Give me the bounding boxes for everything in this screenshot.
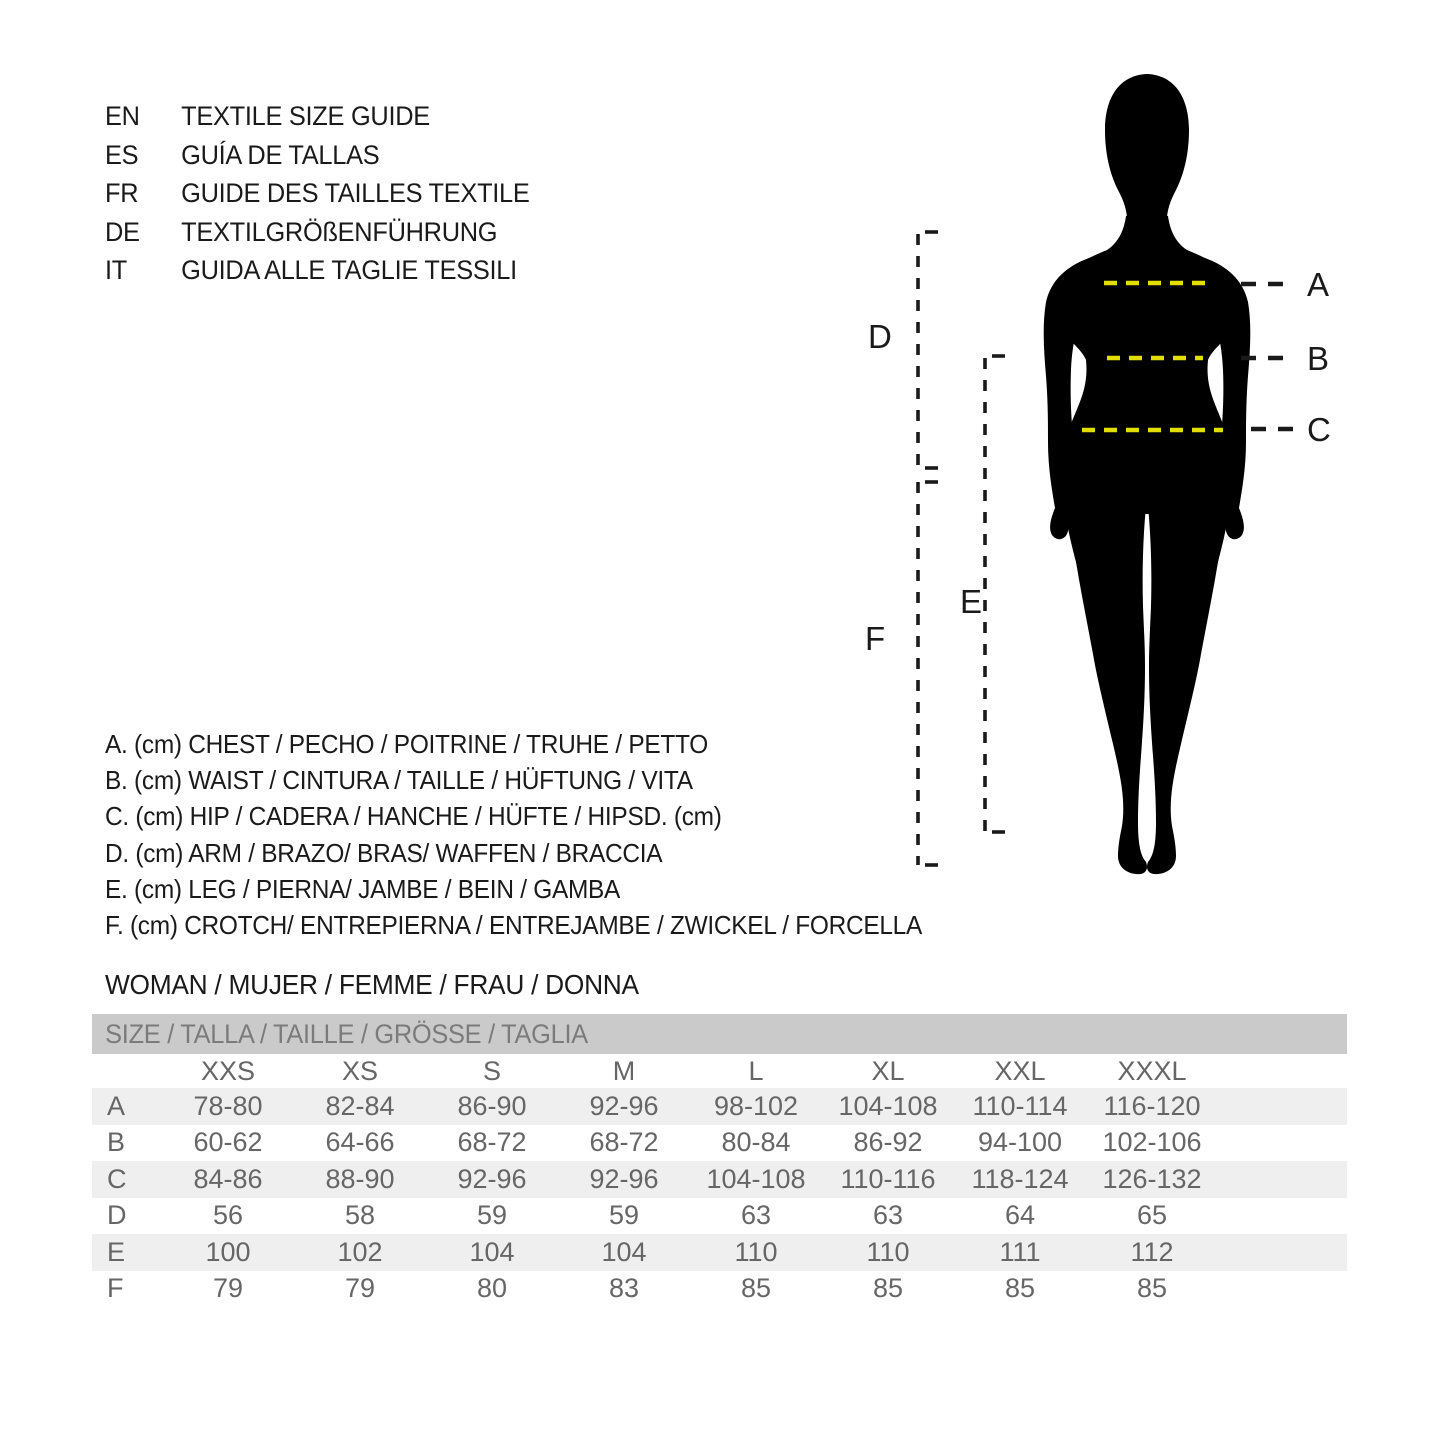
- cell: 116-120: [1103, 1090, 1201, 1121]
- cell: 79: [212, 1273, 244, 1304]
- row-label: F: [107, 1273, 124, 1304]
- cell: 86-90: [457, 1090, 527, 1121]
- cell: 59: [608, 1200, 640, 1231]
- cell: 63: [740, 1200, 772, 1231]
- silhouette-torso: [1052, 216, 1242, 514]
- legend-chest: A. (cm) CHEST / PECHO / POITRINE / TRUHE / PETTO: [105, 729, 708, 759]
- cell: 68-72: [589, 1127, 659, 1158]
- col-xs: XS: [341, 1055, 379, 1086]
- language-code: IT: [105, 255, 128, 285]
- cell: 102: [337, 1236, 383, 1267]
- cell: 110-116: [840, 1163, 936, 1194]
- label-A: A: [1307, 266, 1330, 303]
- language-code: EN: [105, 101, 140, 131]
- cell: 102-106: [1102, 1127, 1202, 1158]
- cell: 84-86: [193, 1163, 263, 1194]
- cell: 104-108: [838, 1090, 938, 1121]
- silhouette-left-leg: [1065, 500, 1147, 874]
- col-xxs: XXS: [200, 1055, 256, 1086]
- language-code: ES: [105, 139, 139, 170]
- cell: 112: [1130, 1236, 1174, 1267]
- legend-crotch: F. (cm) CROTCH/ ENTREPIERNA / ENTREJAMBE / ZWICKEL / FORCELLA: [105, 910, 923, 941]
- label-E: E: [960, 583, 983, 620]
- language-title: TEXTILGRÖßENFÜHRUNG: [181, 216, 498, 247]
- language-title: GUÍA DE TALLAS: [181, 139, 380, 170]
- cell: 104: [601, 1236, 647, 1267]
- cell: 86-92: [853, 1127, 923, 1158]
- size-columns: [162, 1056, 1218, 1087]
- cell: 58: [344, 1200, 376, 1231]
- legend-leg: E. (cm) LEG / PIERNA/ JAMBE / BEIN / GAMBA: [105, 873, 621, 904]
- cell: 80-84: [721, 1127, 791, 1158]
- cell: 92-96: [589, 1090, 659, 1121]
- cell: 94-100: [977, 1127, 1063, 1158]
- cell: 64-66: [325, 1127, 395, 1158]
- cell: 59: [476, 1200, 508, 1231]
- col-xxl: XXL: [994, 1055, 1046, 1086]
- cell: 78-80: [193, 1090, 263, 1121]
- row-label: A: [107, 1090, 126, 1121]
- cell: 80: [476, 1273, 508, 1304]
- cell: 126-132: [1102, 1163, 1202, 1194]
- col-s: S: [482, 1055, 501, 1086]
- col-xxxl: XXXL: [1117, 1055, 1187, 1086]
- language-title: TEXTILE SIZE GUIDE: [181, 101, 430, 131]
- language-row-fr: [105, 174, 530, 213]
- label-F: F: [865, 620, 886, 657]
- language-code: FR: [105, 178, 139, 208]
- cell: 83: [608, 1273, 640, 1304]
- cell: 79: [344, 1273, 376, 1304]
- row-label: C: [107, 1163, 127, 1194]
- cell: 118-124: [971, 1163, 1069, 1194]
- cell: 85: [1004, 1273, 1036, 1304]
- cell: 110: [734, 1236, 778, 1267]
- language-title-list: [105, 97, 557, 290]
- cell: 104-108: [706, 1163, 806, 1194]
- cell: 64: [1004, 1200, 1036, 1231]
- cell: 104: [469, 1236, 515, 1267]
- col-l: L: [748, 1055, 764, 1086]
- woman-silhouette-figure: [1044, 74, 1251, 874]
- size-columns-row: [92, 1054, 1347, 1088]
- table-row-C: [92, 1161, 1347, 1198]
- col-m: M: [612, 1055, 636, 1086]
- cell: 88-90: [325, 1163, 395, 1194]
- size-table: [92, 1014, 1347, 1307]
- measurement-legend: [105, 726, 974, 943]
- cell: 92-96: [589, 1163, 659, 1194]
- cell: 60-62: [193, 1127, 263, 1158]
- label-D: D: [868, 318, 892, 355]
- legend-arm: D. (cm) ARM / BRAZO/ BRAS/ WAFFEN / BRACCIA: [105, 837, 663, 868]
- language-title: GUIDA ALLE TAGLIE TESSILI: [181, 255, 517, 285]
- language-row-de: [105, 213, 530, 252]
- cell: 92-96: [457, 1163, 527, 1194]
- row-label: E: [107, 1236, 126, 1267]
- table-row-A: [92, 1088, 1347, 1125]
- cell: 63: [872, 1200, 904, 1231]
- table-header-text: SIZE / TALLA / TAILLE / GRÖSSE / TAGLIA: [105, 1018, 588, 1049]
- cell: 100: [205, 1236, 251, 1267]
- cell: 85: [1136, 1273, 1168, 1304]
- cell: 68-72: [457, 1127, 527, 1158]
- table-row-B: [92, 1125, 1347, 1162]
- cell: 110: [866, 1236, 910, 1267]
- language-row-es: [105, 136, 530, 175]
- cell: 85: [872, 1273, 904, 1304]
- table-row-E: [92, 1234, 1347, 1271]
- cell: 98-102: [713, 1090, 799, 1121]
- table-row-D: [92, 1198, 1347, 1235]
- table-header-band: [92, 1014, 1347, 1054]
- silhouette-right-leg: [1147, 500, 1229, 874]
- language-title: GUIDE DES TAILLES TEXTILE: [181, 178, 530, 208]
- row-label: B: [107, 1127, 126, 1158]
- label-B: B: [1307, 340, 1330, 377]
- language-code: DE: [105, 216, 140, 247]
- cell: 56: [212, 1200, 244, 1231]
- language-row-en: [105, 97, 530, 136]
- label-C: C: [1307, 411, 1331, 448]
- cell: 85: [740, 1273, 772, 1304]
- gender-title: WOMAN / MUJER / FEMME / FRAU / DONNA: [105, 969, 639, 1000]
- legend-waist: B. (cm) WAIST / CINTURA / TAILLE / HÜFTUNG / VITA: [105, 765, 693, 796]
- language-row-it: [105, 251, 530, 290]
- cell: 110-114: [972, 1090, 1068, 1121]
- silhouette-head: [1105, 74, 1189, 226]
- table-row-F: [92, 1271, 1347, 1308]
- row-label: D: [107, 1200, 127, 1231]
- col-xl: XL: [871, 1055, 905, 1086]
- legend-hip: C. (cm) HIP / CADERA / HANCHE / HÜFTE / HIPSD. (cm): [105, 801, 722, 832]
- cell: 111: [999, 1236, 1041, 1267]
- cell: 65: [1136, 1200, 1168, 1231]
- cell: 82-84: [325, 1090, 395, 1121]
